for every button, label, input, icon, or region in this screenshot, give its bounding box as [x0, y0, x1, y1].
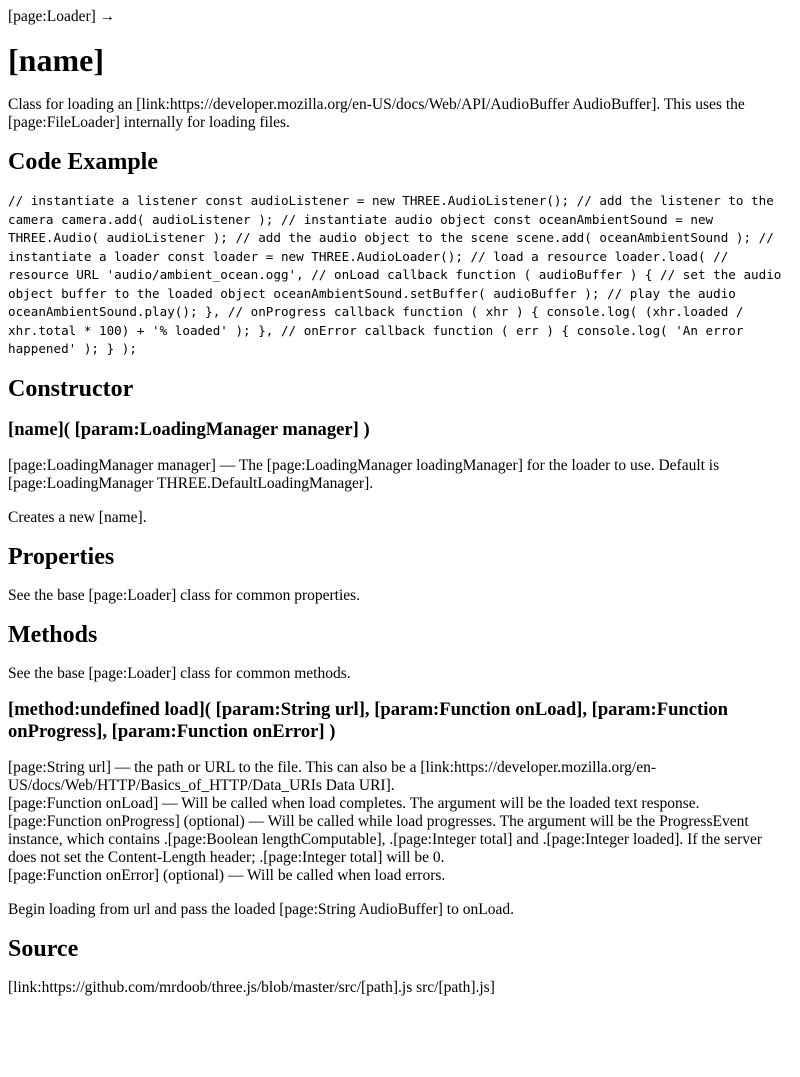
code-example-block: // instantiate a listener const audioListener = new THREE.AudioListener(); // add the listener to the camera camera.add( audioListener ); // instantiate audio object const oceanAmbientSound = new THREE.Audio( audioListener ); // add the audio object to the scene scene.add( oceanAmbientSound ); // instantiate a loader const loader = new THREE.AudioLoader(); // load a resource loader.load( // resource URL 'audio/ambient_ocean.ogg', // onLoad callback function ( audioBuffer ) { // set the audio object buffer to the loaded object oceanAmbientSound.setBuffer( audioBuffer ); // play the audio oceanAmbientSound.play(); }, // onProgress callback function ( xhr ) { console.log( (xhr.loaded / xhr.total * 100) + '% loaded' ); }, // onError callback function ( err ) { console.log( 'An error happened' ); } ); — [8, 193, 782, 356]
constructor-param-desc: [page:LoadingManager manager] — The [page:LoadingManager loadingManager] for the loader to use. Default is [page:LoadingManager THREE.DefaultLoadingManager]. — [8, 456, 720, 492]
load-param-onprogress: [page:Function onProgress] (optional) — Will be called while load progresses. The argument will be the ProgressEvent instance, which contains .[page:Boolean lengthComputable], .[page:Integer total] and .[page:Integer loaded]. If the server does not set the Content-Length header; .[page:Integer total] will be 0. — [8, 812, 763, 866]
methods-desc: See the base [page:Loader] class for common methods. — [8, 664, 351, 682]
source-heading: Source — [8, 935, 79, 962]
load-method-desc: Begin loading from url and pass the loaded [page:String AudioBuffer] to onLoad. — [8, 900, 514, 918]
source-link: [link:https://github.com/mrdoob/three.js/blob/master/src/[path].js src/[path].js] — [8, 978, 495, 996]
properties-heading: Properties — [8, 543, 115, 570]
properties-desc: See the base [page:Loader] class for common properties. — [8, 586, 361, 604]
constructor-desc: Creates a new [name]. — [8, 508, 147, 526]
load-method-signature: [method:undefined load]( [param:String url], [param:Function onLoad], [param:Function onProgress], [param:Function onError] ) — [8, 698, 728, 742]
page-title: [name] — [8, 42, 104, 78]
constructor-heading: Constructor — [8, 375, 134, 402]
methods-heading: Methods — [8, 621, 98, 648]
code-example-heading: Code Example — [8, 149, 158, 175]
breadcrumb: [page:Loader] → — [8, 8, 116, 25]
load-param-url: [page:String url] — the path or URL to the file. This can also be a [link:https://developer.mozilla.org/en-US/docs/Web/HTTP/Basics_of_HTTP/Data_URIs Data URI]. — [8, 758, 656, 794]
constructor-signature: [name]( [param:LoadingManager manager] ) — [8, 418, 370, 440]
intro-text: Class for loading an [link:https://developer.mozilla.org/en-US/docs/Web/API/AudioBuffer AudioBuffer]. This uses the [page:FileLoader] internally for loading files. — [8, 96, 745, 131]
load-param-list — [8, 759, 792, 885]
load-param-onload: [page:Function onLoad] — Will be called when load completes. The argument will be the loaded text response. — [8, 794, 700, 812]
load-param-onerror: [page:Function onError] (optional) — Will be called when load errors. — [8, 866, 446, 884]
